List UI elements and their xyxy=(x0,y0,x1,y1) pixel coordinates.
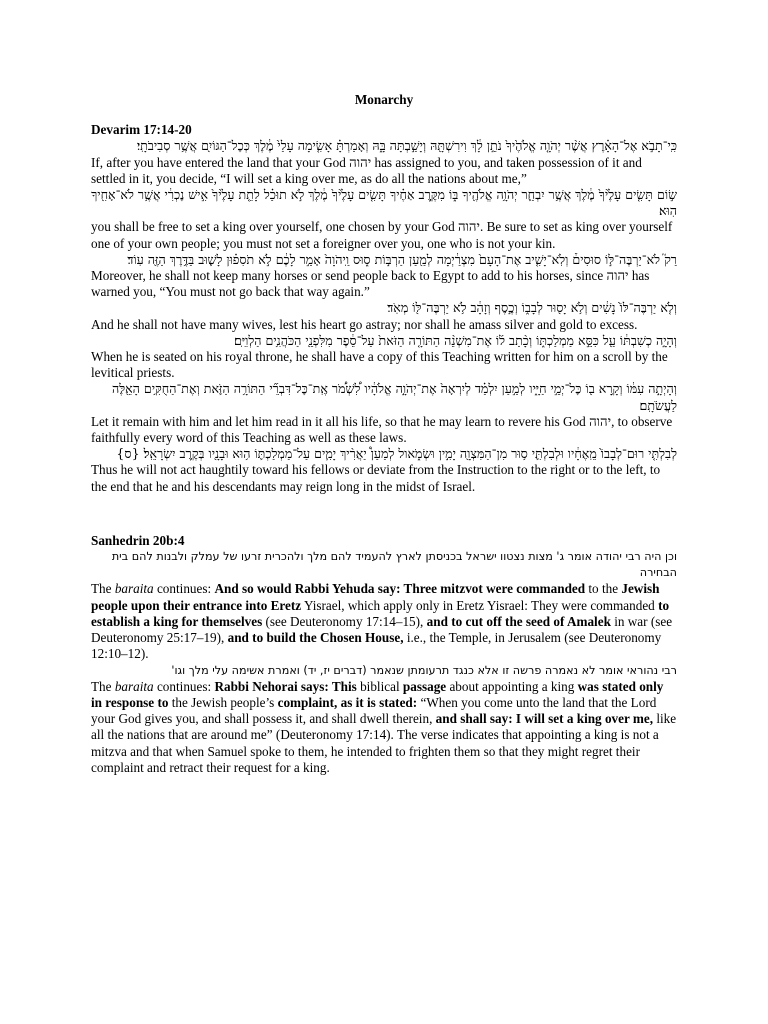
hebrew-verse-5: וְהָיָ֣ה כְשִׁבְתּ֔וֹ עַ֖ל כִּסֵּ֣א מַמְלַכְתּ֑וֹ וְכָ֨תַב ל֜וֹ אֶת־מִשְׁנֵ֨ה הַתּוֹרָ֤ה הַזֹּאת֙ עַל־סֵ֔פֶר מִלִּפְנֵ֖י הַכֹּהֲנִ֥ים הַלְוִיִּֽם׃ xyxy=(233,332,677,348)
english-verse-5: When he is seated on his royal throne, he shall have a copy of this Teaching written for him on a scroll by the levitical priests. xyxy=(91,349,668,381)
english-verse-7: Thus he will not act haughtily toward his fellows or deviate from the Instruction to the right or to the left, to the end that he and his descendants may reign long in the midst of Israel. xyxy=(91,462,661,494)
section-spacer xyxy=(91,495,677,533)
english-verse-3: Moreover, he shall not keep many horses or send people back to Egypt to add to his horses, since יהוה has warned you, “You must not go back that way again.” xyxy=(91,268,650,300)
hebrew-verse-6: וְהָיְתָ֣ה עִמּ֔וֹ וְקָ֥רָא ב֖וֹ כׇּל־יְמֵ֣י חַיָּ֑יו לְמַ֣עַן יִלְמַ֗ד לְיִרְאָה֙ אֶת־יְהֹוָ֣ה אֱלֹהָ֔יו לִ֠שְׁמֹ֠ר אֶֽת־כׇּל־דִּבְרֵ֞י הַתּוֹרָ֥ה הַזֹּ֛את וְאֶת־הַחֻקִּ֥ים הָאֵ֖לֶּה לַעֲשֹׂתָֽם׃ xyxy=(111,381,677,413)
page-title: Monarchy xyxy=(354,92,414,107)
english-verse-1: If, after you have entered the land that your God יהוה has assigned to you, and taken possession of it and settled in it, you decide, “I will set a king over me, as do all the nations about me,” xyxy=(91,154,642,186)
english-verse-4: And he shall not have many wives, lest his heart go astray; nor shall he amass silver and gold to excess. xyxy=(91,316,638,332)
hebrew-verse-3: רַק֮ לֹא־יַרְבֶּה־לּ֣וֹ סוּסִים֒ וְלֹֽא־יָשִׁ֤יב אֶת־הָעָם֙ מִצְרַ֔יְמָה לְמַ֖עַן הַרְבּ֣וֹת ס֑וּס וַֽיהֹוָה֙ אָמַ֣ר לָכֶ֔ם לֹ֣א תֹסִפ֗וּן לָשׁ֛וּב בַּדֶּ֥רֶךְ הַזֶּ֖ה עֽוֹד׃ xyxy=(127,251,677,267)
section-heading-sanhedrin: Sanhedrin 20b:4 xyxy=(91,532,185,548)
document-page xyxy=(91,92,677,776)
hebrew-verse-4: וְלֹ֤א יַרְבֶּה־לּוֹ֙ נָשִׁ֔ים וְלֹ֥א יָס֖וּר לְבָב֑וֹ וְכֶ֣סֶף וְזָהָ֔ב לֹ֥א יַרְבֶּה־לּ֖וֹ מְאֹֽד׃ xyxy=(387,300,677,316)
section-heading-devarim: Devarim 17:14-20 xyxy=(91,122,192,138)
talmud-english-2: The baraita continues: Rabbi Nehorai says: This biblical passage about appointing a king was stated only in response to the Jewish people’s complaint, as it is stated: “When you come unto the land that the Lord your God gives you, and shall possess it, and shall dwell therein, and shall say: I will set a king over me, like all the nations that are around me” (Deuteronomy 17:14). The verse indicates that appointing a king is not a mitzva and that when Samuel spoke to them, he intended to frighten them so that they might regret their complaint and retract their request for a king. xyxy=(91,678,677,775)
hebrew-verse-1: כִּֽי־תָבֹ֣א אֶל־הָאָ֗רֶץ אֲשֶׁ֨ר יְהֹוָ֤ה אֱלֹהֶ֙יךָ֙ נֹתֵ֣ן לָ֔ךְ וִירִשְׁתָּ֖הּ וְיָשַׁ֣בְתָּה בָּ֑הּ וְאָמַרְתָּ֗ אָשִׂ֤ימָה עָלַי֙ מֶ֔לֶךְ כְּכׇל־הַגּוֹיִ֖ם אֲשֶׁ֥ר סְבִיבֹתָֽי׃ xyxy=(136,138,677,154)
hebrew-verse-2: שׂ֣וֹם תָּשִׂ֤ים עָלֶ֙יךָ֙ מֶ֔לֶךְ אֲשֶׁ֥ר יִבְחַ֛ר יְהֹוָ֥ה אֱלֹהֶ֖יךָ בּ֑וֹ מִקֶּ֣רֶב אַחֶ֗יךָ תָּשִׂ֤ים עָלֶ֙יךָ֙ מֶ֔לֶךְ לֹ֣א תוּכַ֗ל לָתֵ֤ת עָלֶ֙יךָ֙ אִ֣ישׁ נׇכְרִ֔י אֲשֶׁ֥ר לֹא־אָחִ֖יךָ הֽוּא׃ xyxy=(91,187,677,219)
english-verse-6: Let it remain with him and let him read in it all his life, so that he may learn to revere his God יהוה, to observe faithfully every word of this Teaching as well as these laws. xyxy=(91,413,673,446)
hebrew-verse-7: לְבִלְתִּ֤י רוּם־לְבָבוֹ֙ מֵֽאֶחָ֔יו וּלְבִלְתִּ֛י ס֥וּר מִן־הַמִּצְוָ֖ה יָמִ֣ין וּשְׂמֹ֑אול לְמַעַן֩ יַאֲרִ֨יךְ יָמִ֧ים עַל־מַמְלַכְתּ֛וֹ ה֥וּא וּבָנָ֖יו בְּקֶ֥רֶב יִשְׂרָאֵֽל׃ {ס} xyxy=(116,446,677,462)
talmud-english-1: The baraita continues: And so would Rabbi Yehuda say: Three mitzvot were commanded to the Jewish people upon their entrance into Eretz Yisrael, which apply only in Eretz Yisrael: They were commanded to establish a king for themselves (see Deuteronomy 17:14–15), and to cut off the seed of Amalek in war (see Deuteronomy 25:17–19), and to build the Chosen House, i.e., the Temple, in Jerusalem (see Deuteronomy 12:10–12). xyxy=(91,581,673,662)
talmud-hebrew-2: רבי נהוראי אומר לא נאמרה פרשה זו אלא כנגד תרעומתן שנאמר (דברים יז, יד) ואמרת אשימה עלי מלך וגו' xyxy=(171,663,677,677)
english-verse-2: you shall be free to set a king over yourself, one chosen by your God יהוה. Be sure to set as king over yourself one of your own people; you must not set a foreigner over you, one who is not your kin. xyxy=(91,219,673,251)
talmud-hebrew-1: וכן היה רבי יהודה אומר ג' מצות נצטוו ישראל בכניסתן לארץ להעמיד להם מלך ולהכרית זרעו של עמלק ולבנות להם בית הבחירה xyxy=(111,550,677,580)
